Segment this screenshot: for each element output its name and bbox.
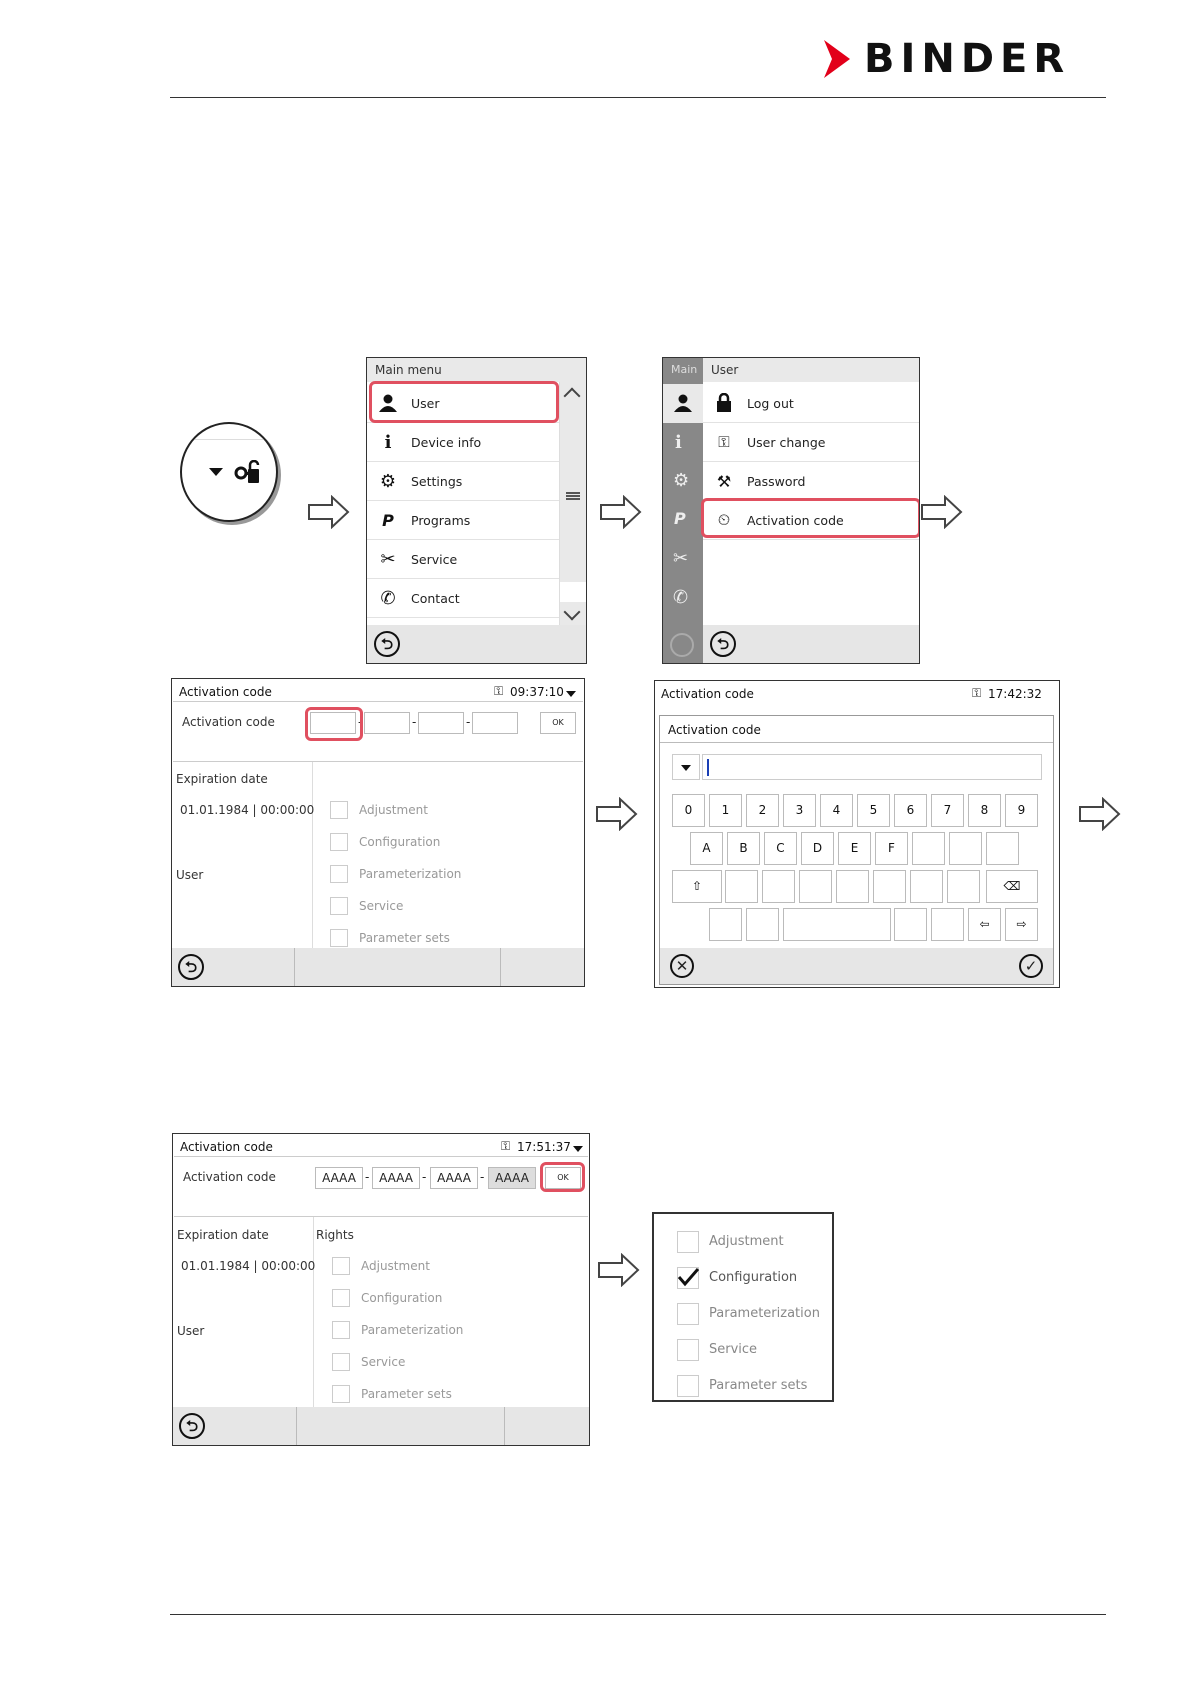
right-checkbox[interactable] — [330, 865, 348, 883]
checkmark-icon — [676, 1265, 700, 1289]
arrow-right-icon — [308, 495, 350, 529]
user-menu-title: User — [703, 358, 919, 382]
menu-item-settings[interactable] — [367, 462, 559, 501]
key[interactable]: 1 — [709, 794, 742, 827]
key[interactable]: D — [801, 832, 834, 865]
brand-name: BINDER — [864, 36, 1071, 82]
unlock-key-icon[interactable] — [234, 460, 260, 484]
menu-item-device-info[interactable] — [367, 423, 559, 462]
screen-title: Activation code — [661, 687, 754, 701]
key[interactable]: 4 — [820, 794, 853, 827]
right-label: Configuration — [361, 1291, 443, 1305]
code-field-3[interactable] — [418, 712, 464, 734]
key[interactable] — [709, 908, 742, 941]
side-info-icon[interactable]: i — [675, 432, 682, 453]
menu-item-programs[interactable] — [367, 501, 559, 540]
menu-item-label: User — [411, 395, 440, 411]
right-checkbox[interactable] — [332, 1353, 350, 1371]
menu-item-label: User change — [747, 434, 826, 450]
dialog-title: Activation code — [668, 723, 761, 737]
right-label: Parameterization — [361, 1323, 464, 1337]
code-field-2[interactable]: AAAA — [372, 1167, 420, 1189]
chevron-down-icon[interactable] — [564, 604, 581, 621]
right-label: Parameterization — [359, 867, 462, 881]
right-checkbox[interactable] — [330, 929, 348, 947]
side-nav-title: Main — [671, 363, 698, 376]
main-menu-title: Main menu — [367, 358, 586, 382]
code-field-3[interactable]: AAAA — [430, 1167, 478, 1189]
side-back-icon — [670, 633, 694, 657]
expiration-value: 01.01.1984 | 00:00:00 — [180, 803, 315, 817]
bottom-bar — [367, 625, 586, 663]
side-phone-icon[interactable]: ✆ — [673, 587, 689, 608]
highlight-frame — [305, 707, 363, 741]
menu-item-user-change[interactable] — [703, 423, 920, 462]
key[interactable]: 0 — [672, 794, 705, 827]
key[interactable] — [910, 870, 943, 903]
key[interactable]: 2 — [746, 794, 779, 827]
rights-label: Rights — [316, 1228, 354, 1242]
clock-time: 17:42:32 — [988, 687, 1042, 701]
screen-title: Activation code — [179, 685, 272, 699]
right-checkbox-checked[interactable] — [677, 1267, 699, 1289]
header-rule — [170, 97, 1106, 98]
side-gears-icon[interactable]: ⚙ — [673, 470, 690, 491]
back-icon[interactable]: ⮌ — [374, 631, 400, 657]
right-checkbox[interactable] — [332, 1321, 350, 1339]
menu-item-contact[interactable] — [367, 579, 559, 618]
shift-key[interactable]: ⇧ — [672, 870, 722, 903]
dropdown-arrow-icon — [681, 765, 691, 771]
right-label: Parameter sets — [361, 1387, 452, 1401]
key[interactable]: C — [764, 832, 797, 865]
ok-button[interactable]: OK — [540, 712, 576, 734]
arrow-right-icon — [596, 797, 638, 831]
screen-title: Activation code — [180, 1140, 273, 1154]
code-field-2[interactable] — [364, 712, 410, 734]
input-mode-dropdown[interactable] — [672, 754, 700, 780]
right-label: Adjustment — [361, 1259, 430, 1273]
keyboard-screen — [654, 680, 1060, 988]
key[interactable]: F — [875, 832, 908, 865]
main-menu-screen — [366, 357, 587, 664]
field-label: Activation code — [183, 1170, 276, 1184]
scrollbar[interactable] — [559, 382, 586, 627]
menu-item-label: Settings — [411, 473, 463, 489]
code-text-input[interactable] — [702, 754, 1042, 780]
key[interactable]: A — [690, 832, 723, 865]
chevron-up-icon[interactable] — [564, 388, 581, 405]
arrow-right-icon — [598, 1253, 640, 1287]
code-field-1[interactable]: AAAA — [315, 1167, 363, 1189]
right-label: Adjustment — [709, 1234, 784, 1249]
password-icon: ⚒ — [716, 471, 732, 491]
keyboard-dialog — [659, 715, 1054, 985]
dropdown-arrow-icon[interactable] — [209, 468, 223, 476]
expiration-value: 01.01.1984 | 00:00:00 — [181, 1259, 316, 1273]
dropdown-arrow-icon[interactable] — [573, 1146, 583, 1152]
right-checkbox[interactable] — [330, 801, 348, 819]
side-tools-icon[interactable]: ✂ — [673, 548, 689, 569]
activation-code-screen-2: Activation code ⚿ 17:51:37 Activation code AAAA - AAAA - AAAA - AAAA OK Expiration date Rights 01.01.1984 | 00:00:00 User Adjustment Configuration Parameterization Service Parameter sets ⮌ — [172, 1133, 590, 1446]
key[interactable] — [931, 908, 964, 941]
gears-icon: ⚙ — [379, 470, 397, 492]
dropdown-arrow-icon[interactable] — [566, 691, 576, 697]
right-label: Configuration — [709, 1270, 798, 1285]
brand-logo — [820, 38, 1070, 80]
menu-item-label: Device info — [411, 434, 482, 450]
highlight-frame — [701, 498, 920, 538]
side-programs-icon[interactable]: P — [674, 509, 686, 528]
menu-item-label: Contact — [411, 590, 460, 606]
key[interactable] — [836, 870, 869, 903]
expiration-label: Expiration date — [176, 772, 268, 786]
key[interactable] — [986, 832, 1019, 865]
back-icon[interactable]: ⮌ — [179, 1413, 205, 1439]
key[interactable] — [949, 832, 982, 865]
user-change-icon: ⚿ — [718, 433, 730, 451]
key[interactable]: 6 — [894, 794, 927, 827]
key[interactable] — [912, 832, 945, 865]
info-icon: i — [384, 431, 392, 453]
clock-time: 09:37:10 — [510, 685, 564, 699]
back-icon[interactable]: ⮌ — [178, 954, 204, 980]
menu-item-label: Password — [747, 473, 806, 489]
bottom-bar — [660, 948, 1053, 984]
scroll-handle-icon[interactable] — [566, 492, 580, 500]
ok-button[interactable]: OK — [545, 1167, 581, 1189]
menu-item-label: Activation code — [747, 512, 844, 528]
right-checkbox[interactable] — [677, 1231, 699, 1253]
arrow-right-icon — [1079, 797, 1121, 831]
code-field-4[interactable]: AAAA — [488, 1167, 536, 1189]
right-checkbox[interactable] — [677, 1339, 699, 1361]
user-label: User — [177, 1324, 205, 1338]
status-lock-icon: ⚿ — [494, 684, 504, 698]
code-field-4[interactable] — [472, 712, 518, 734]
highlight-frame — [369, 381, 559, 423]
key[interactable] — [873, 870, 906, 903]
key[interactable]: E — [838, 832, 871, 865]
bottom-bar — [172, 948, 584, 986]
right-label: Parameterization — [709, 1306, 820, 1321]
expiration-label: Expiration date — [177, 1228, 269, 1242]
cursor-left-key[interactable]: ⇦ — [968, 908, 1001, 941]
phone-icon: ✆ — [380, 587, 396, 609]
backspace-key[interactable]: ⌫ — [986, 870, 1038, 903]
activation-code-screen-1: Activation code ⚿ 09:37:10 Activation code - - - OK Expiration date 01.01.1984 | 00:00:00 User Adjustment Configuration Parameterization Service Parameter sets ⮌ — [171, 678, 585, 987]
space-key[interactable] — [783, 908, 891, 941]
key[interactable] — [947, 870, 980, 903]
right-checkbox[interactable] — [332, 1385, 350, 1403]
right-label: Service — [359, 899, 404, 913]
right-label: Adjustment — [359, 803, 428, 817]
highlight-frame — [540, 1162, 585, 1192]
bottom-bar — [703, 625, 919, 663]
menu-item-password[interactable] — [703, 462, 920, 501]
key[interactable] — [746, 908, 779, 941]
back-icon[interactable]: ⮌ — [710, 631, 736, 657]
right-checkbox[interactable] — [330, 897, 348, 915]
right-label: Service — [709, 1342, 758, 1357]
menu-item-service[interactable] — [367, 540, 559, 579]
key[interactable]: 7 — [931, 794, 964, 827]
key[interactable] — [725, 870, 758, 903]
arrow-right-icon — [921, 495, 963, 529]
programs-icon: P — [382, 510, 394, 530]
key[interactable] — [762, 870, 795, 903]
side-user-icon[interactable] — [663, 384, 703, 423]
bottom-bar — [173, 1407, 589, 1445]
right-checkbox[interactable] — [677, 1303, 699, 1325]
right-checkbox[interactable] — [332, 1289, 350, 1307]
key[interactable]: 3 — [783, 794, 816, 827]
menu-item-log-out[interactable] — [703, 384, 920, 423]
activation-code-icon: ⏲ — [717, 510, 731, 529]
side-nav — [663, 358, 703, 663]
right-label: Service — [361, 1355, 406, 1369]
key[interactable] — [894, 908, 927, 941]
field-label: Activation code — [182, 715, 275, 729]
key[interactable] — [799, 870, 832, 903]
lock-icon — [713, 392, 735, 414]
right-label: Parameter sets — [709, 1378, 808, 1393]
right-checkbox[interactable] — [330, 833, 348, 851]
footer-rule — [170, 1614, 1106, 1615]
status-zoom-circle — [180, 422, 278, 522]
menu-item-label: Log out — [747, 395, 794, 411]
tools-icon: ✂ — [380, 548, 396, 570]
key[interactable]: 5 — [857, 794, 890, 827]
menu-item-label: Service — [411, 551, 458, 567]
confirm-icon[interactable]: ✓ — [1019, 954, 1043, 978]
right-label: Parameter sets — [359, 931, 450, 945]
right-checkbox[interactable] — [332, 1257, 350, 1275]
status-lock-icon: ⚿ — [501, 1139, 511, 1153]
menu-item-label: Programs — [411, 512, 471, 528]
key[interactable]: 8 — [968, 794, 1001, 827]
right-label: Configuration — [359, 835, 441, 849]
right-checkbox[interactable] — [677, 1375, 699, 1397]
user-menu-screen — [662, 357, 920, 664]
clock-time: 17:51:37 — [517, 1140, 571, 1154]
arrow-right-icon — [600, 495, 642, 529]
rights-detail-box — [652, 1212, 834, 1402]
binder-logo-mark-icon — [820, 38, 856, 80]
key[interactable]: 9 — [1005, 794, 1038, 827]
key[interactable]: B — [727, 832, 760, 865]
user-label: User — [176, 868, 204, 882]
cancel-icon[interactable]: ✕ — [670, 954, 694, 978]
status-lock-icon: ⚿ — [972, 686, 982, 700]
cursor-right-key[interactable]: ⇨ — [1005, 908, 1038, 941]
